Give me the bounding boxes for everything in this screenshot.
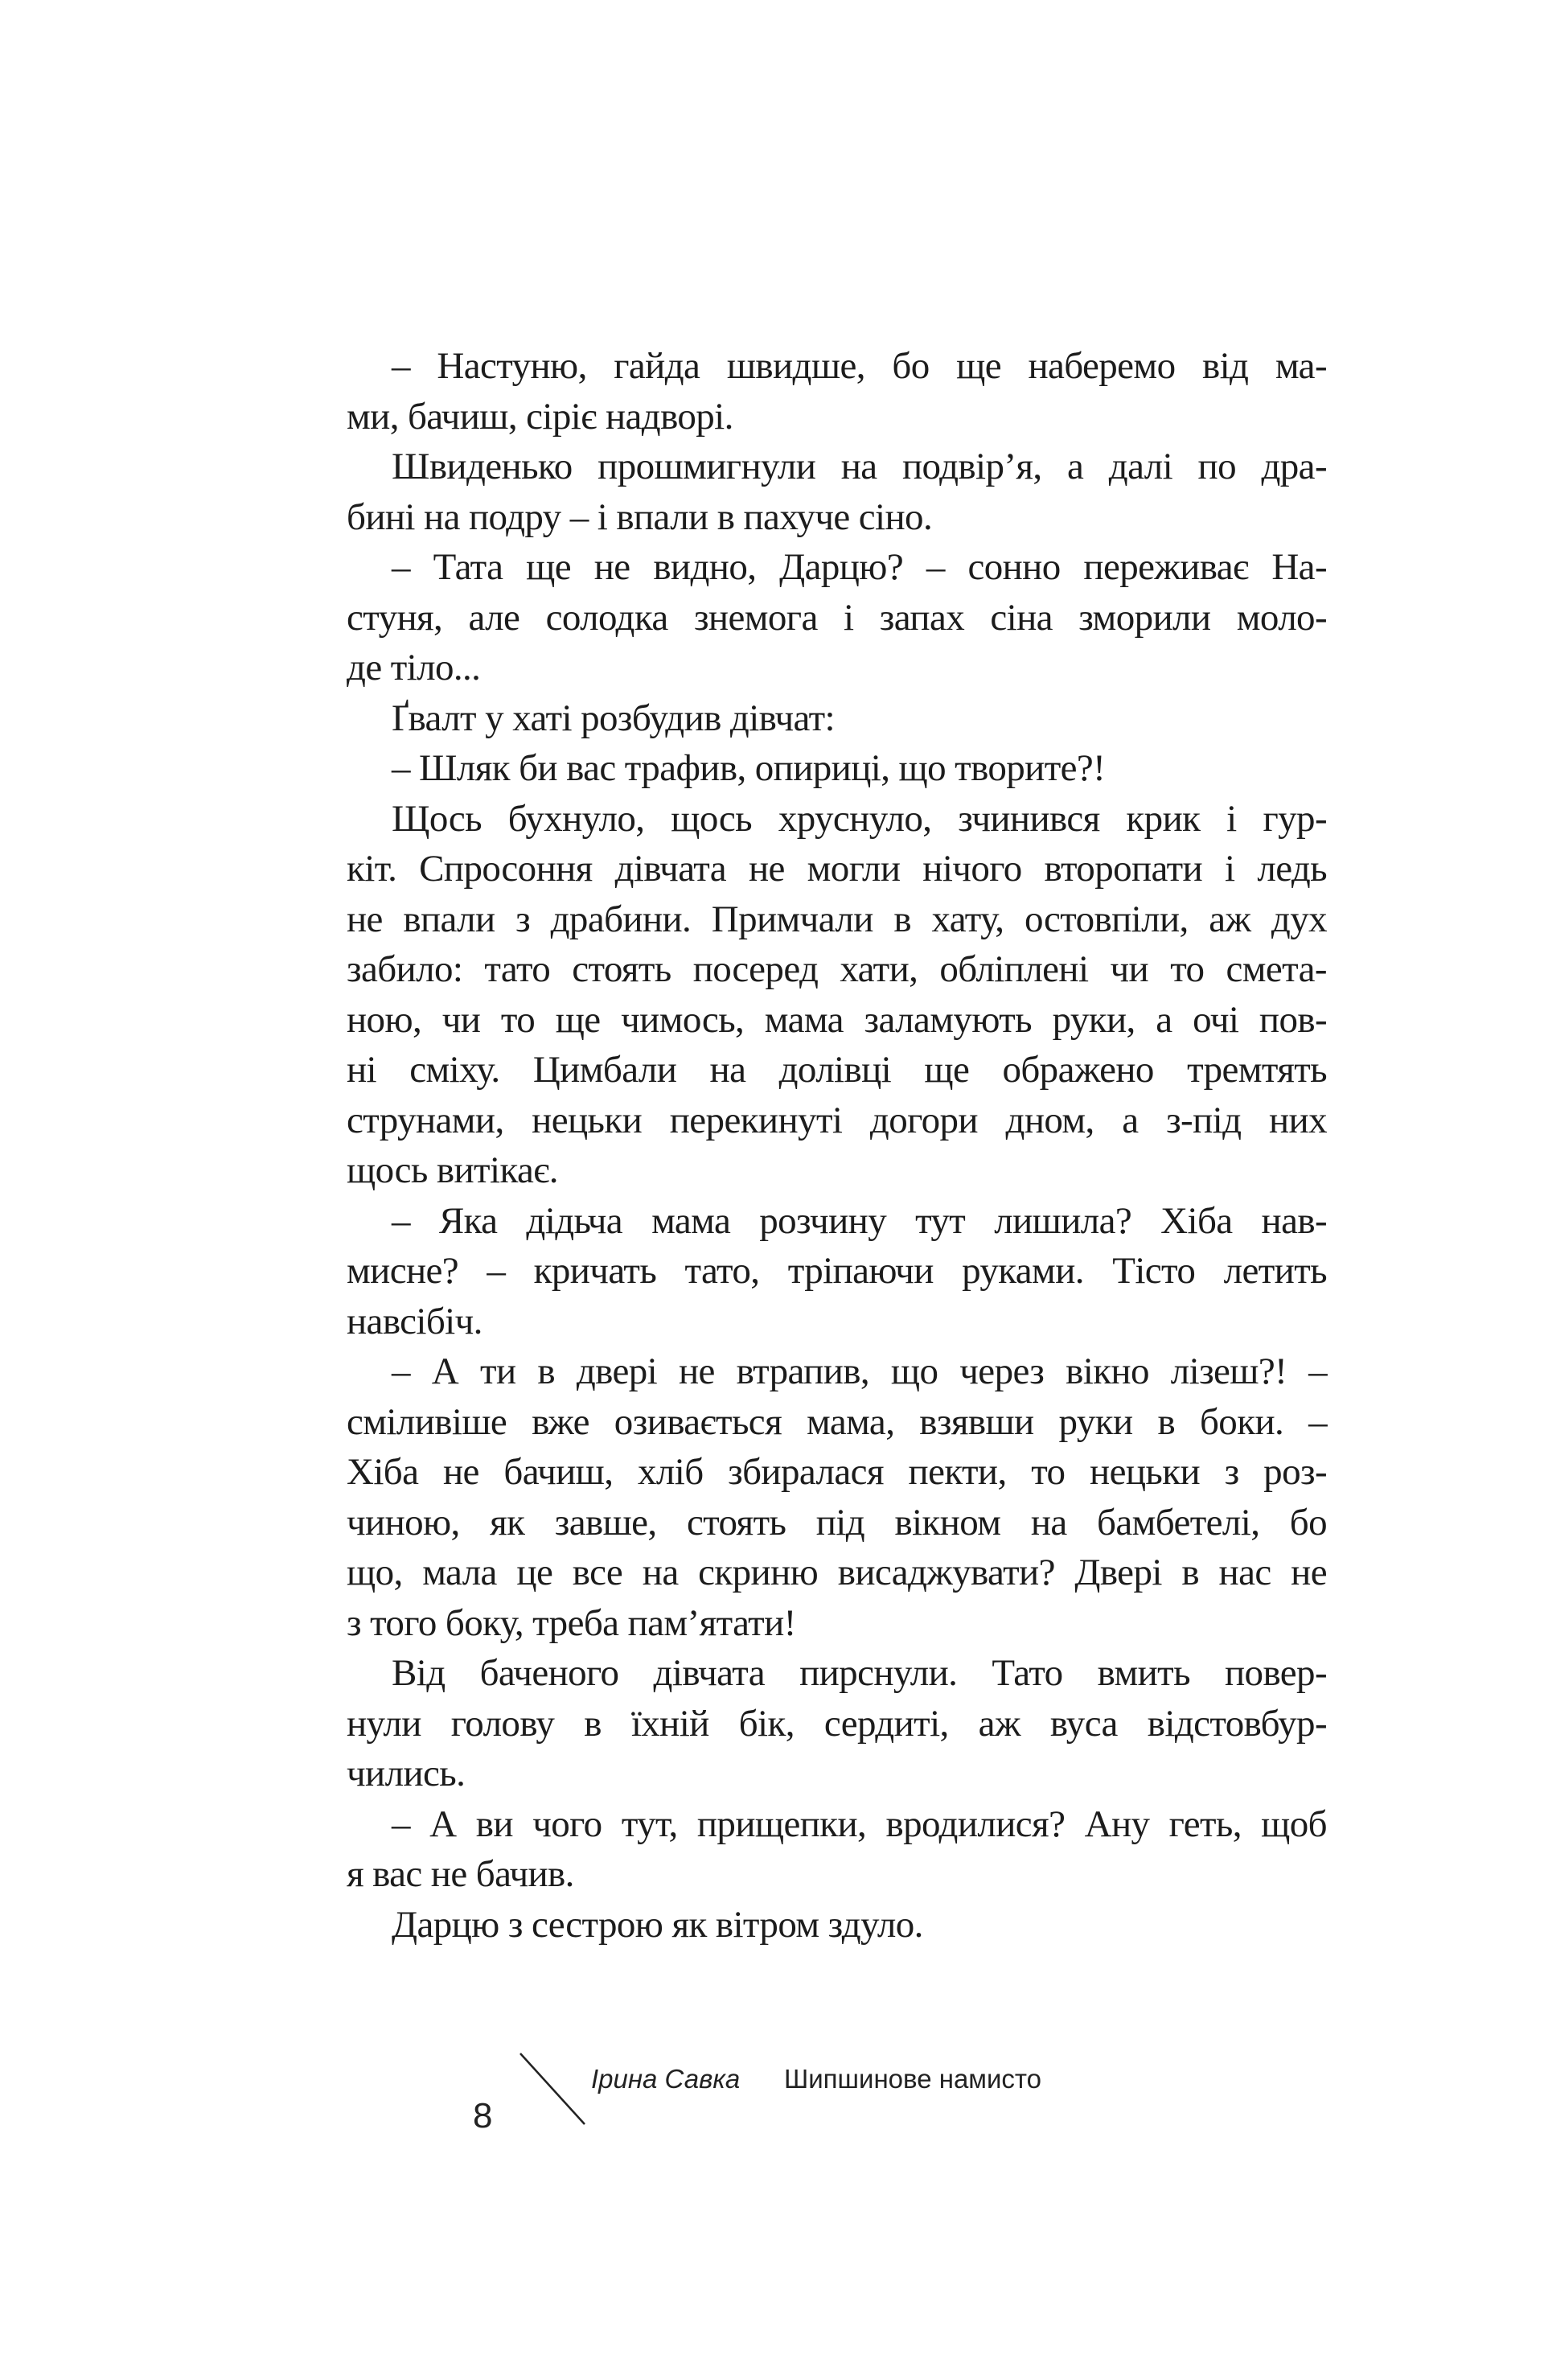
text-line: ми, бачиш, сіріє надворі. [347,395,733,438]
text-line: – Шляк би вас трафив, опириці, що творите?! [392,747,1106,789]
text-line: що, мала це все на скриню висаджувати? Двері в нас не [347,1552,1327,1593]
text-line: де тіло... [347,647,481,689]
text-line: – А ти в двері не втрапив, що через вікно лізеш?! – [392,1350,1327,1392]
text-line: струнами, нецьки перекинуті догори дном, а з-під них [347,1099,1327,1141]
text-line: Швиденько прошмигнули на подвір’я, а далі по дра- [392,446,1327,487]
text-line: Дарцю з сестрою як вітром здуло. [392,1903,923,1946]
text-line: Щось бухнуло, щось хруснуло, зчинився крик і гур- [392,797,1327,840]
text-line: мисне? – кричать тато, тріпаючи руками. Тісто летить [347,1250,1327,1292]
text-line: Ґвалт у хаті розбудив дівчат: [392,697,835,739]
text-line: кіт. Спросоння дівчата не могли нічого второпати і ледь [347,848,1327,890]
page-number: 8 [473,2096,493,2135]
text-line: – Яка дідьча мама розчину тут лишила? Хіба нав- [392,1199,1327,1242]
text-line: – А ви чого тут, прищепки, вродилися? Ану геть, щоб [392,1802,1327,1845]
text-line: не впали з драбини. Примчали в хату, остовпіли, аж дух [347,898,1327,940]
text-line: – Тата ще не видно, Дарцю? – сонно переживає На- [392,546,1327,588]
text-line: Від баченого дівчата пирснули. Тато вмить повер- [392,1652,1327,1694]
text-line: стуня, але солодка знемога і запах сіна зморили моло- [347,596,1327,639]
text-line: я вас не бачив. [347,1853,574,1895]
text-line: ні сміху. Цимбали на долівці ще ображено тремтять [347,1049,1327,1091]
footer-author: Ірина Савка [591,2064,741,2094]
text-line: з того боку, треба пам’ятати! [347,1601,796,1644]
text-line: Хіба не бачиш, хліб збиралася пекти, то нецьки з роз- [347,1451,1327,1493]
text-line: чились. [347,1753,466,1794]
text-line: бині на подру – і впали в пахуче сіно. [347,495,933,538]
text-line: нули голову в їхній бік, сердиті, аж вуса відстовбур- [347,1702,1327,1745]
text-line: сміливіше вже озивається мама, взявши руки в боки. – [347,1400,1327,1443]
text-line: навсібіч. [347,1300,482,1342]
text-line: забило: тато стоять посеред хати, обліплені чи то смета- [347,948,1327,990]
footer-book-title: Шипшинове намисто [784,2064,1042,2094]
text-line: ною, чи то ще чимось, мама заламують руки, а очі пов- [347,998,1327,1041]
text-line: щось витікає. [347,1149,558,1191]
text-line: – Настуню, гайда швидше, бо ще наберемо від ма- [392,345,1327,387]
text-line: чиною, як завше, стоять під вікном на бамбетелі, бо [347,1501,1327,1544]
